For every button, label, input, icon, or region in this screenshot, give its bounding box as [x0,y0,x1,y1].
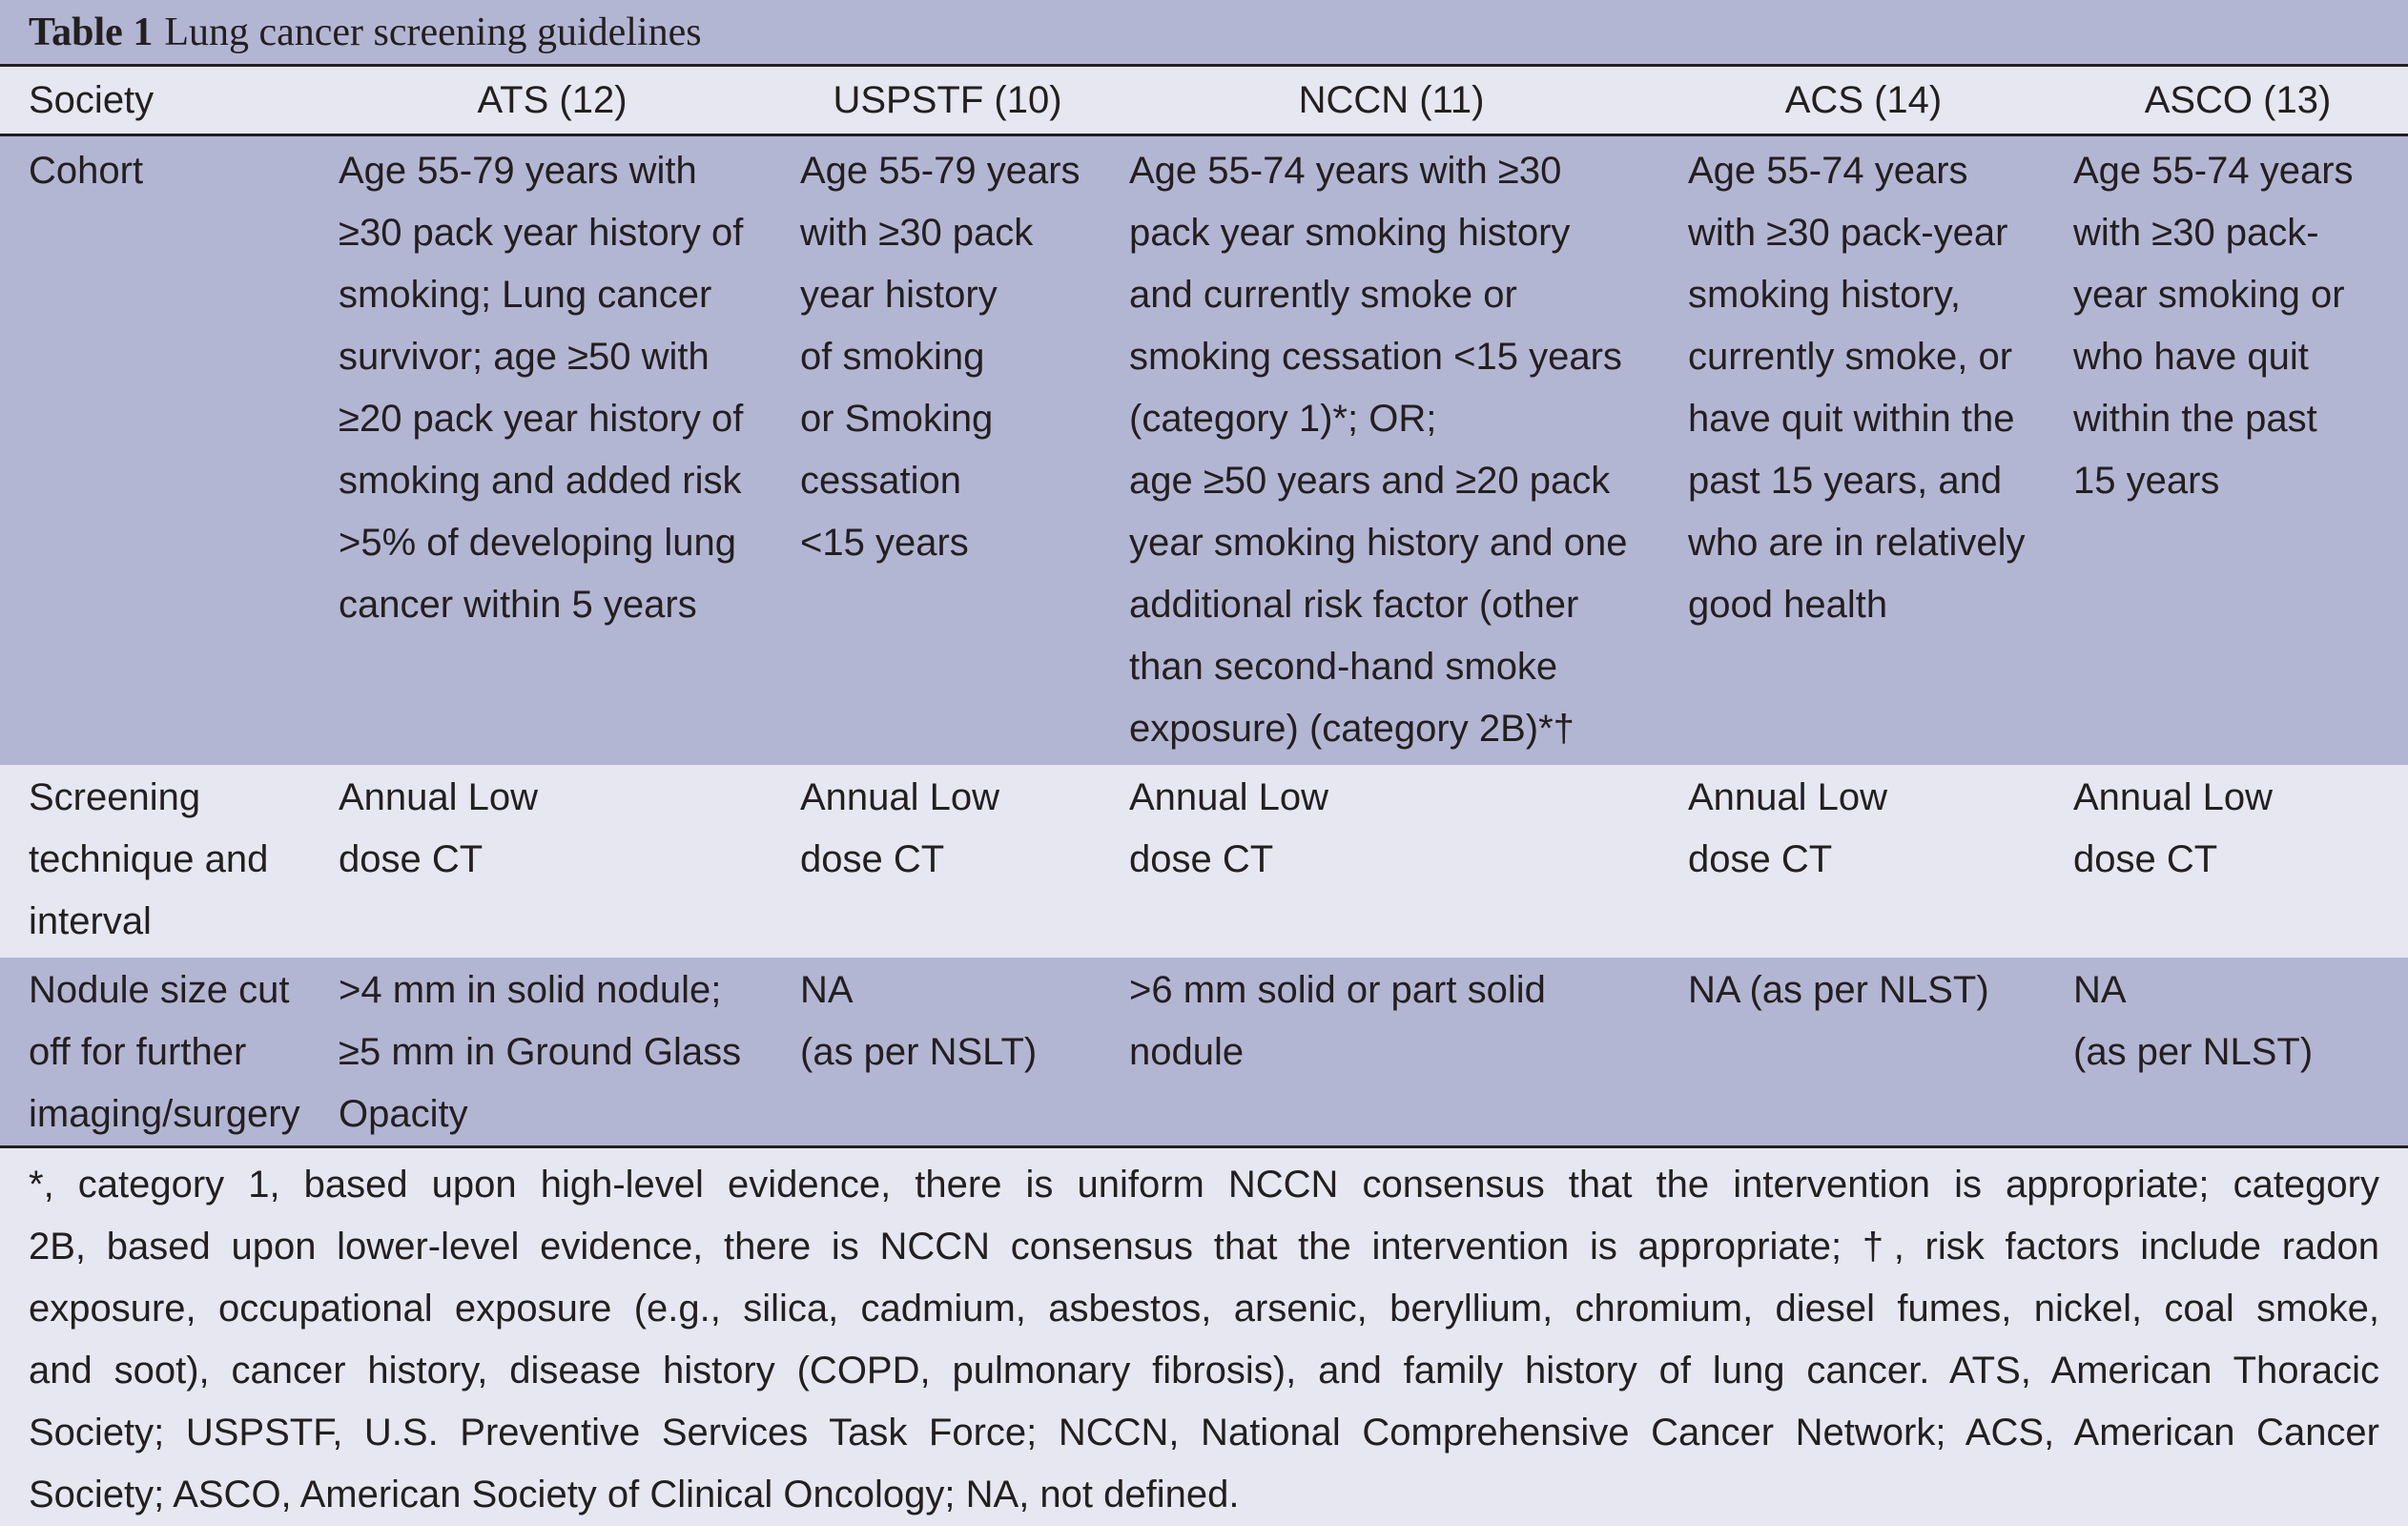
cell-text-line: dose CT [800,838,945,880]
cell-text-line: nodule [1129,1031,1245,1073]
header-cell-society: Society [29,78,154,121]
cell-text-line: have quit within the [1688,398,2015,440]
row-label-cell [0,958,310,1147]
table-row-nodule-size [0,958,2408,1147]
cell-text-line: smoking; Lung cancer [339,274,712,316]
cell-text-line: NA [800,969,854,1011]
cell-text-line: (as per NSLT) [800,1031,1038,1073]
cell-text-line: ≥20 pack year history of [339,398,744,440]
header-cell-asco: ASCO (13) [2144,78,2332,121]
cell-text-line: Cohort [29,150,144,192]
table-footnote [0,1148,2408,1526]
cell-text-line: and currently smoke or [1129,274,1517,316]
table-cell-acs [1659,135,2045,766]
cell-text-line: 15 years [2073,460,2220,502]
cell-text-line: cancer within 5 years [339,584,697,626]
cell-text-line: Annual Low [339,776,539,818]
cell-text-line: Nodule size cut [29,969,290,1011]
cell-text-line: technique and [29,838,269,880]
table-cell-ats [310,958,772,1147]
cell-text-line: than second-hand smoke [1129,646,1558,688]
footnote-line: 2B, based upon lower-level evidence, there is NCCN consensus that the intervention is appropriate; †, risk factors include radon [29,1226,2379,1268]
cell-text-line: smoking history, [1688,274,1962,316]
cell-text-line: dose CT [339,838,484,880]
cell-text-line: <15 years [800,522,969,564]
cell-text-line: year history [800,274,998,316]
table-caption [0,0,2408,67]
table-row-screening-technique [0,765,2408,958]
cell-text-line: good health [1688,584,1888,626]
footnote-line: and soot), cancer history, disease history (COPD, pulmonary fibrosis), and family history of lung cancer. ATS, American Thoracic [29,1350,2379,1392]
table-cell-acs [1659,958,2045,1147]
footnote-line: exposure, occupational exposure (e.g., silica, cadmium, asbestos, arsenic, beryllium, chromium, diesel fumes, nickel, coal smoke, [29,1288,2379,1330]
cell-text-line: with ≥30 pack- [2073,212,2319,254]
header-cell-acs: ACS (14) [1784,78,1943,121]
table-cell-nccn [1101,135,1659,766]
cell-text-line: ≥30 pack year history of [339,212,744,254]
cell-text-line: dose CT [1129,838,1274,880]
cell-text-line: interval [29,900,152,942]
cell-text-line: who are in relatively [1688,522,2026,564]
table-caption-label: Table 1 [29,10,154,54]
table-cell-asco [2045,135,2408,766]
header-cell-ats: ATS (12) [477,78,628,121]
cell-text-line: smoking and added risk [339,460,742,502]
header-cell-uspstf: USPSTF (10) [833,78,1062,121]
cell-text-line: Age 55-74 years with ≥30 [1129,150,1562,192]
table-cell-uspstf [772,765,1101,958]
cell-text-line: NA (as per NLST) [1688,969,1989,1011]
cell-text-line: age ≥50 years and ≥20 pack [1129,460,1611,502]
cell-text-line: >6 mm solid or part solid [1129,969,1546,1011]
cell-text-line: smoking cessation <15 years [1129,336,1622,378]
cell-text-line: survivor; age ≥50 with [339,336,710,378]
cell-text-line: off for further [29,1031,247,1073]
cell-text-line: exposure) (category 2B)*† [1129,708,1574,750]
cell-text-line: Annual Low [1688,776,1888,818]
cell-text-line: who have quit [2073,336,2309,378]
table-cell-asco [2045,765,2408,958]
cell-text-line: (as per NLST) [2073,1031,2314,1073]
table-caption-text: Lung cancer screening guidelines [164,10,702,54]
cell-text-line: year smoking history and one [1129,522,1628,564]
cell-text-line: dose CT [1688,838,1833,880]
cell-text-line: Annual Low [800,776,1000,818]
cell-text-line: or Smoking [800,398,994,440]
guidelines-table [0,67,2408,1148]
cell-text-line: year smoking or [2073,274,2345,316]
cell-text-line: Age 55-79 years [800,150,1081,192]
cell-text-line: Annual Low [1129,776,1329,818]
table-cell-ats [310,135,772,766]
row-label-cell [0,135,310,766]
table-cell-acs [1659,765,2045,958]
footnote-line: Society; USPSTF, U.S. Preventive Services Task Force; NCCN, National Comprehensive Cancer Network; ACS, American Cancer [29,1412,2379,1454]
cell-text-line: Screening [29,776,201,818]
footnote-line: Society; ASCO, American Society of Clinical Oncology; NA, not defined. [29,1474,1240,1516]
table-header-row [0,67,2408,135]
header-cell-nccn: NCCN (11) [1298,78,1485,121]
cell-text-line: (category 1)*; OR; [1129,398,1437,440]
cell-text-line: >5% of developing lung [339,522,736,564]
table-cell-uspstf [772,135,1101,766]
cell-text-line: pack year smoking history [1129,212,1571,254]
cell-text-line: cessation [800,460,961,502]
cell-text-line: with ≥30 pack [800,212,1034,254]
cell-text-line: ≥5 mm in Ground Glass [339,1031,742,1073]
cell-text-line: >4 mm in solid nodule; [339,969,722,1011]
table-cell-asco [2045,958,2408,1147]
table-cell-uspstf [772,958,1101,1147]
cell-text-line: Age 55-74 years [2073,150,2354,192]
cell-text-line: Annual Low [2073,776,2274,818]
cell-text-line: NA [2073,969,2127,1011]
cell-text-line: past 15 years, and [1688,460,2003,502]
cell-text-line: Age 55-74 years [1688,150,1968,192]
row-label-cell [0,765,310,958]
cell-text-line: imaging/surgery [29,1093,300,1135]
table-cell-ats [310,765,772,958]
table-cell-nccn [1101,958,1659,1147]
table-row-cohort [0,135,2408,766]
cell-text-line: additional risk factor (other [1129,584,1579,626]
cell-text-line: currently smoke, or [1688,336,2013,378]
footnote-line: *, category 1, based upon high-level evidence, there is uniform NCCN consensus that the intervention is appropriate; category [29,1164,2379,1206]
table-cell-nccn [1101,765,1659,958]
cell-text-line: Age 55-79 years with [339,150,697,192]
cell-text-line: with ≥30 pack-year [1688,212,2008,254]
cell-text-line: dose CT [2073,838,2218,880]
cell-text-line: within the past [2073,398,2317,440]
cell-text-line: of smoking [800,336,985,378]
cell-text-line: Opacity [339,1093,468,1135]
